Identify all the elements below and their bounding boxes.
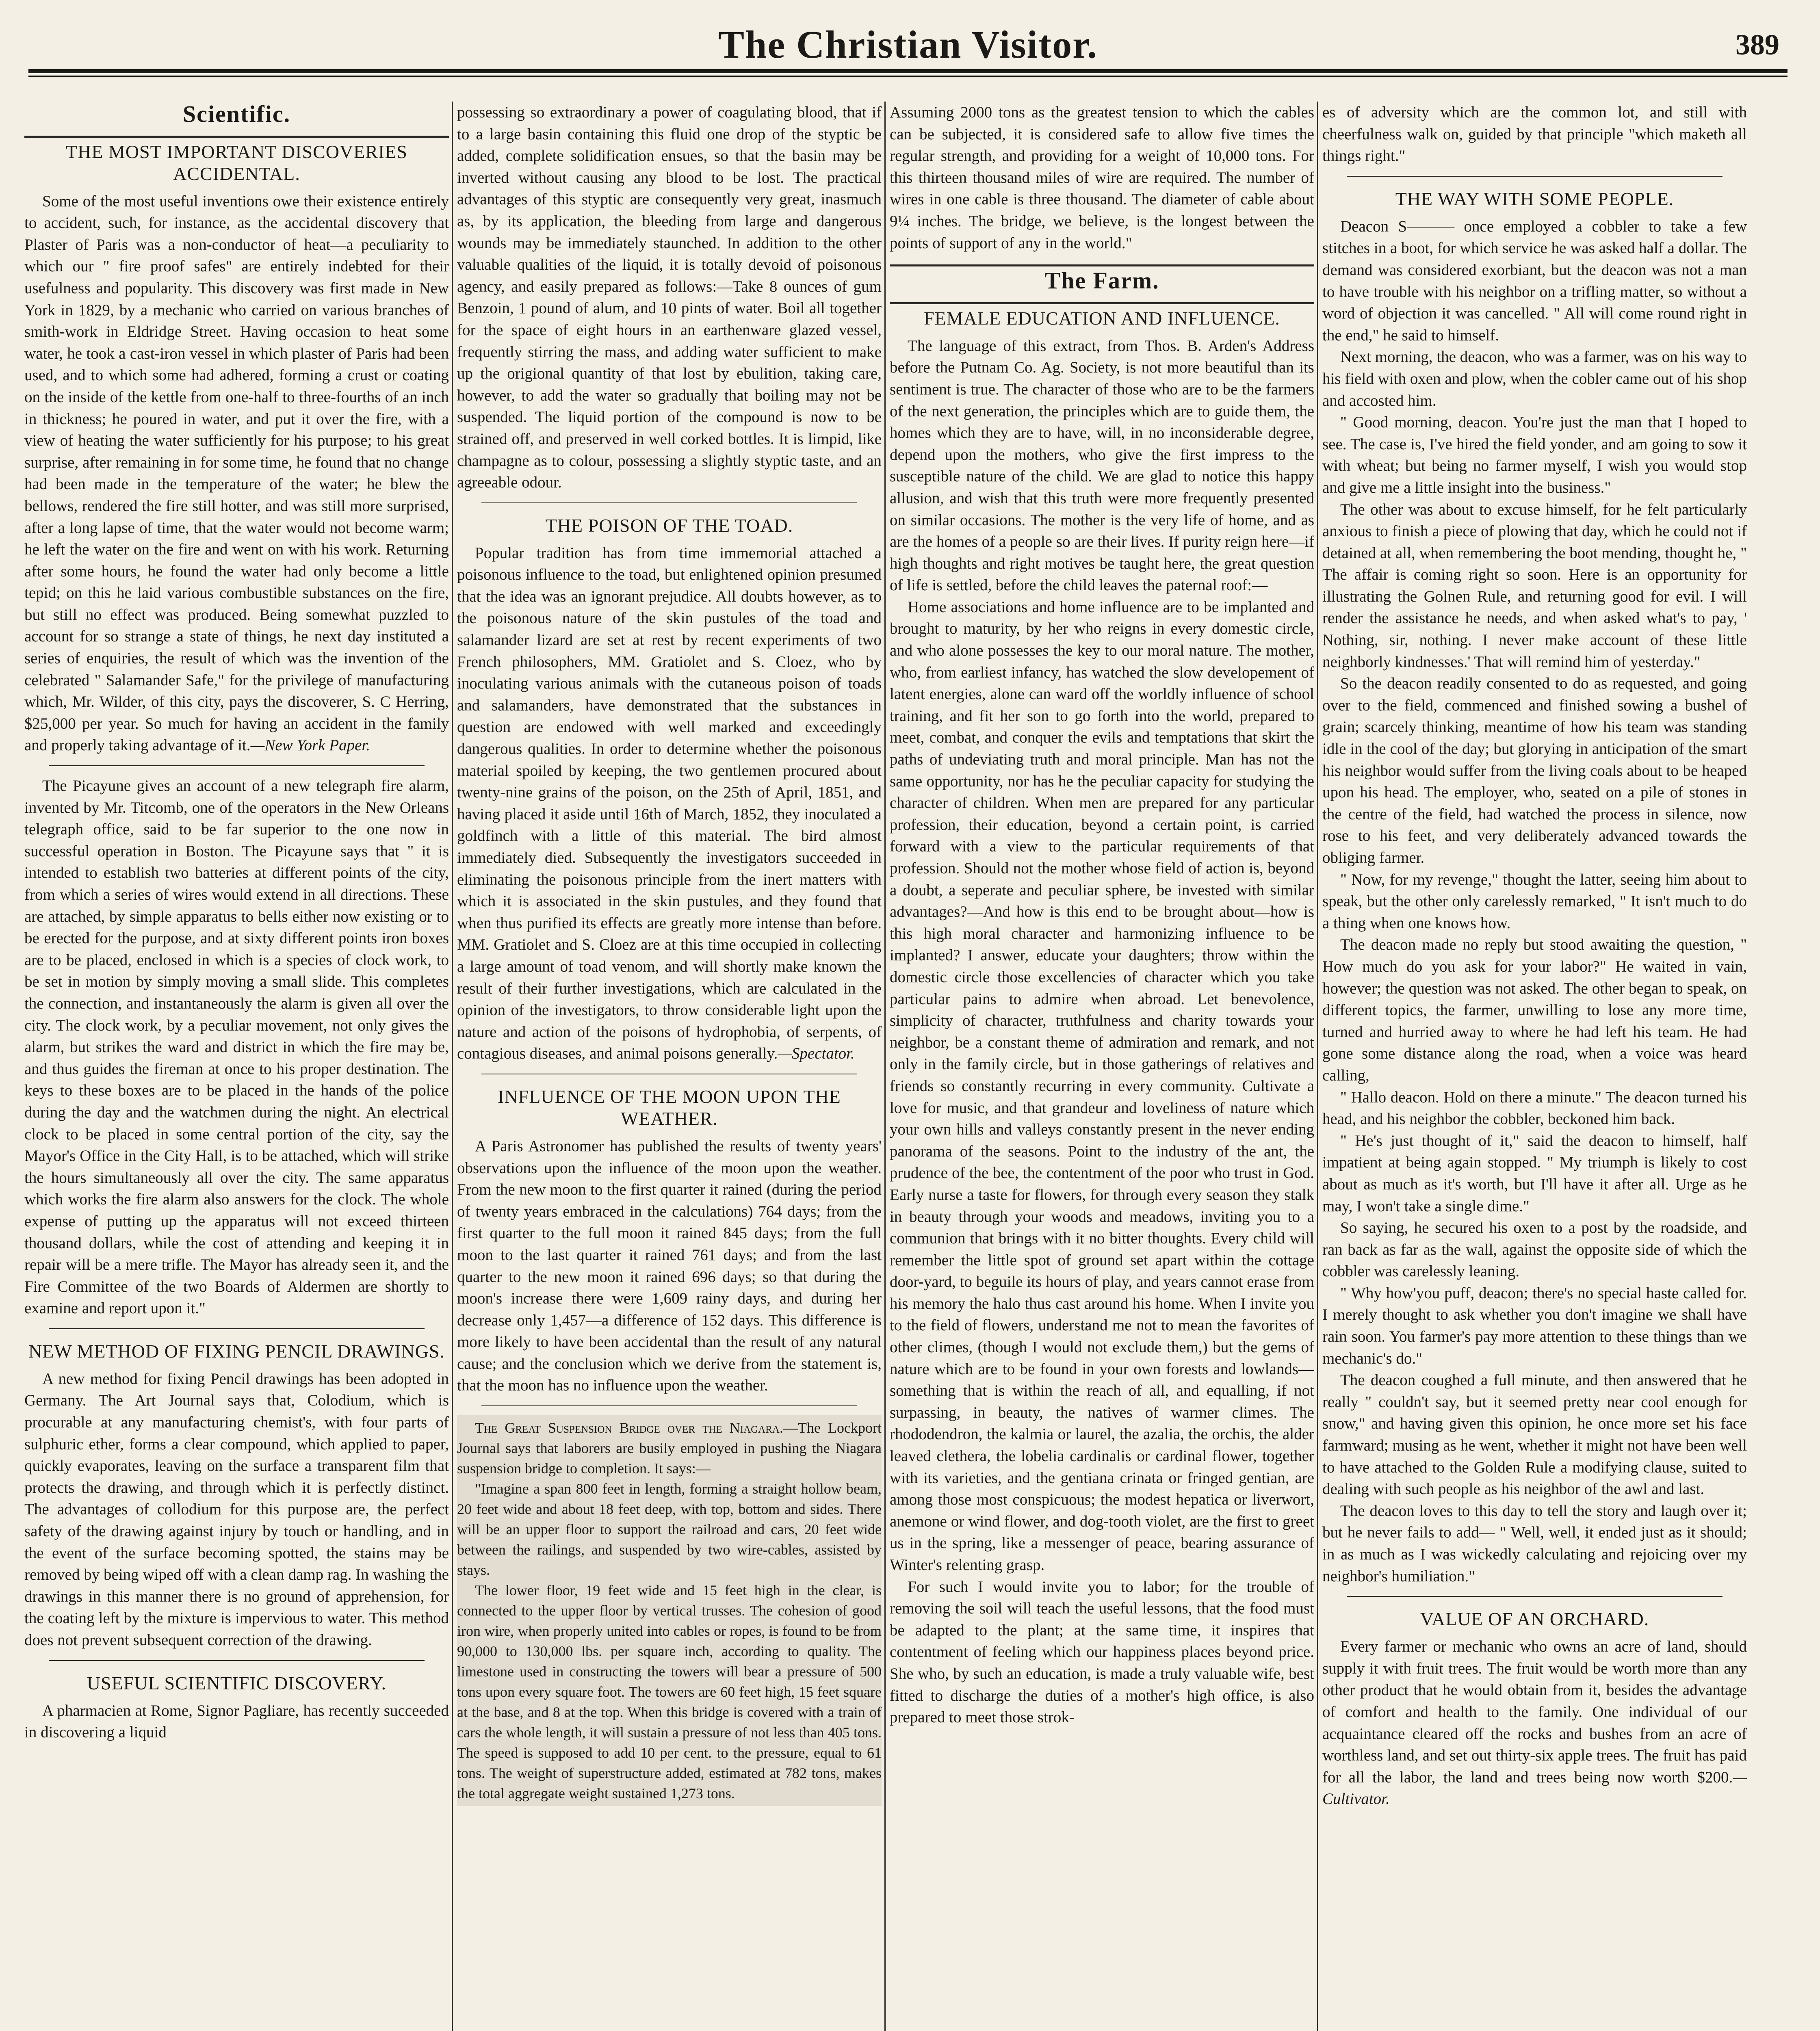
article-paragraph-continued: es of adversity which are the common lot, and still with cheerfulness walk on, guided by that principle "which maketh all things right."	[1322, 104, 1747, 165]
article-paragraph: Home associations and home influence are to be implanted and brought to maturity, by her who reigns in every domestic circle, and who alone possesses the key to our moral nature. The mother, who, from earliest infancy, has watched the slow developement of latent energies, alone can ward off the worldly influence of school training, and fit her son to go forth into the world, prepared to meet, combat, and conquer the evils and temptations that skirt the paths of undeviating truth and moral principle. Man has not the same opportunity, nor has he the peculiar capacity for studying the character of children. When men are prepared for any particular profession, their education, beyond a certain point, is carried forward with a view to the particular requirements of that profession. Should not the mother whose field of action is, beyond a doubt, a seperate and peculiar sphere, be invested with similar advantages?—And how is this end to be brought about—how is this high moral character and harmonizing influence to be implanted? I answer, educate your daughters; throw within the domestic circle those excellencies of character which you take particular pains to admire when abroad. Let benevolence, simplicity of character, truthfulness and charity towards your neighbor, be a constant theme of admiration and remark, and not only in the family circle, but in those gatherings of relatives and friends so constantly recurring in every community. Cultivate a love for music, and that grandeur and loveliness of nature which your own hills and valleys constantly present in the never ending panorama of the seasons. Point to the industry of the ant, the prudence of the bee, the contentment of the poor who trust in God. Early nurse a taste for flowers, for through every season they stalk in beauty through your woods and meadows, inviting you to a communion that brings with it no bitter thoughts. Every child will remember the little spot of ground set apart within the cottage door-yard, to beguile its hours of play, and years cannot erase from his memory the halo thus cast around his home. When I invite you to the field of flowers, understand me not to mean the favorites of other climes, (though I would not exclude them,) but the gems of nature which are to be found in your own forests and lowlands—something that is within the reach of all, and equalling, if not surpassing, in beauty, the natives of warmer climes. The rhododendron, the kalmia or laurel, the azalia, the orchis, the alder leaved clethera, the lobelia cardinalis or cardinal flower, together with its varieties, and the gentiana crinata or fringed gentian, are among those most conspicuous; the modest hepatica or liverwort, anemone or wind flower, and dog-tooth violet, are the first to greet us in the spring, like a messenger of peace, bearing assurance of Winter's relenting grasp.	[890, 598, 1314, 1574]
article-credit: —New York Paper.	[250, 736, 370, 754]
article-rule	[1347, 176, 1722, 177]
article-rule	[49, 765, 425, 766]
article-paragraph: A new method for fixing Pencil drawings has been adopted in Germany. The Art Journal says that, Colodium, which is procurable at any manufacturing chemist's, with four parts of sulphuric ether, forms a clear compound, which applied to paper, quickly evaporates, leaving on the surface a transparent film that protects the drawing, and through which it is perfectly distinct. The advantages of collodium for this purpose are, the perfect safety of the drawing against injury by touch or handling, and in the event of the surface becoming spotted, the stains may be removed by being wiped off with a clean damp rag. In washing the drawings in this manner there is no ground of apprehension, for the coating left by the mixture is impervious to water. This method does not prevent subsequent correction of the drawing.	[24, 1370, 449, 1649]
article-title: USEFUL SCIENTIFIC DISCOVERY.	[87, 1672, 387, 1693]
column-4	[1322, 102, 1747, 2031]
article-paragraph: A pharmacien at Rome, Signor Pagliare, has recently succeeded in discovering a liquid	[24, 1702, 449, 1741]
article-paragraph: The deacon loves to this day to tell the story and laugh over it; but he never fails to add— " Well, well, it ended just as it should; in as much as I was wickedly calculating and rejoicing over my neighbor's humiliation."	[1322, 1502, 1747, 1585]
column-2	[457, 102, 882, 2031]
article-paragraph: " Now, for my revenge," thought the latter, seeing him about to speak, but the other only carelessly remarked, " It isn't much to do a thing when one knows how.	[1322, 870, 1747, 932]
column-1	[24, 102, 449, 2031]
article-paragraph: "Imagine a span 800 feet in length, forming a straight hollow beam, 20 feet wide and about 18 feet deep, with top, bottom and sides. There will be an upper floor to support the railroad and cars, 20 feet wide between the railings, and suspended by two wire-cables, assisted by stays.	[457, 1481, 882, 1578]
article-title: THE WAY WITH SOME PEOPLE.	[1395, 188, 1674, 209]
section-heading-farm: The Farm.	[1044, 267, 1159, 294]
bridge-article	[457, 1415, 882, 1806]
article-rule	[481, 1405, 857, 1406]
article-paragraph: The Picayune gives an account of a new telegraph fire alarm, invented by Mr. Titcomb, one of the operators in the New Orleans telegraph office, said to be far superior to the one now in successful operation in Boston. The Picayune says that " it is intended to establish two batteries at different points of the city, from which a series of wires would extend in all directions. These are attached, by simple apparatus to bells either now existing or to be erected for the purpose, and at sixty different points iron boxes are to be placed, enclosed in which is a species of clock work, to be set in motion by simply moving a small slide. This completes the connection, and instantaneously the alarm is given all over the city. The clock work, by a peculiar movement, not only gives the alarm, but strikes the ward and district in which the fire may be, and thus guides the fireman at once to his proper destination. The keys to these boxes are to be placed in the hands of the police during the day and the watchmen during the night. An electrical clock to be placed in some central portion of the city, say the Mayor's Office in the City Hall, is to be attached, which will strike the hours simultaneously all over the city. The same apparatus which works the fire alarm also answers for the clock. The whole expense of putting up the apparatus will not exceed thirteen thousand dollars, while the cost of attending and keeping it in repair will be a mere trifle. The Mayor has already seen it, and the Fire Committee of the two Boards of Aldermen are shortly to examine and report upon it."	[24, 777, 449, 1317]
article-paragraph: The Great Suspension Bridge over the Niagara.—The Lockport Journal says that laborers are busily employed in pushing the Niagara suspension bridge to completion. It says:—	[457, 1420, 882, 1477]
article-paragraph: For such I would invite you to labor; for the trouble of removing the soil will teach the useful lessons, that the food must be adapted to the plant; at the same time, it inspires that contentment of feeling which our happiness places beyond price. She who, by such an education, is made a truly valuable wife, best fitted to discharge the duties of a mother's high office, is also prepared to meet those strok-	[890, 1578, 1314, 1726]
article-paragraph: The language of this extract, from Thos. B. Arden's Address before the Putnam Co. Ag. Society, is not more beautiful than its sentiment is true. The character of those who are to be the farmers of the next generation, the principles which are to guide them, the homes which they are to have, will, in no inconsiderable degree, depend upon the mothers, who give the first impress to the susceptible nature of the child. We are glad to notice this happy allusion, and wish that this truth were more frequently presented on similar occasions. The mother is the very life of home, and as are the homes of a people so are their lives. If purity reign here—if high thoughts and right motives be taught here, the great question of life is settled, before the child leaves the paternal roof:—	[890, 337, 1314, 594]
column-divider	[1317, 102, 1318, 2031]
article-paragraph: " Good morning, deacon. You're just the man that I hoped to see. The case is, I've hired the field yonder, and am going to sow it with wheat; but being no farmer myself, I wish you would stop and give me a little insight into the business."	[1322, 414, 1747, 496]
article-paragraph: So the deacon readily consented to do as requested, and going over to the field, commenced and finished sowing a bushel of grain; scarcely thinking, meantime of how his team was standing idle in the cool of the day; but glorying in anticipation of the smart his neighbor would suffer from the living coals about to be heaped upon his head. The employer, who, seated on a pile of stones in the centre of the field, had watched the process in silence, now rose to his feet, and very deliberately advanced towards the obliging farmer.	[1322, 675, 1747, 866]
article-title: INFLUENCE OF THE MOON UPON THE WEATHER.	[498, 1086, 841, 1129]
article-paragraph: " Hallo deacon. Hold on there a minute." The deacon turned his head, and his neighbor the cobbler, beckoned him back.	[1322, 1088, 1747, 1128]
article-credit: —Cultivator.	[1322, 1768, 1747, 1808]
article-paragraph: The lower floor, 19 feet wide and 15 feet high in the clear, is connected to the upper floor by vertical trusses. The cohesion of good iron wire, when properly united into cables or ropes, is found to be from 90,000 to 130,000 lbs. per square inch, according to quality. The limestone used in constructing the towers will bear a pressure of 500 tons upon every square foot. The towers are 60 feet high, 15 feet square at the base, and 8 at the top. When this bridge is covered with a train of cars the whole length, it will sustain a pressure of not less than 405 tons. The speed is supposed to add 10 per cent. to the pressure, equal to 61 tons. The weight of superstructure added, estimated at 782 tons, makes the total aggregate weight sustained 1,273 tons.	[457, 1582, 882, 1802]
article-paragraph: The other was about to excuse himself, for he felt particularly anxious to finish a piece of plowing that day, which he could not if detained at all, when remembering the boot mending, thought he, " The affair is coming right so soon. Here is an opportunity for illustrating the Golnen Rule, and returning good for evil. I will render the assistance he needs, and when asked what's to pay, ' Nothing, sir, nothing. I never make account of these little neighborly kindnesses.' That will remind him of yesterday."	[1322, 500, 1747, 671]
article-paragraph-continued: possessing so extraordinary a power of coagulating blood, that if to a large basin containing this fluid one drop of the styptic be added, complete solidification ensues, so that the basin may be inverted without causing any blood to be lost. The practical advantages of this styptic are consequently very great, inasmuch as, by its application, the bleeding from large and dangerous wounds may be immediately staunched. In addition to the other valuable qualities of the liquid, it is totally devoid of poisonous agency, and easily prepared as follows:—Take 8 ounces of gum Benzoin, 1 pound of alum, and 10 pints of water. Boil all together for the space of eight hours in an earthenware glazed vessel, frequently stirring the mass, and adding water sufficient to make up the origional quantity of that lost by ebulition, taking care, however, to add the water so gradually that boiling may not be suspended. The liquid portion of the compound is now to be strained off, and preserved in well corked bottles. It is limpid, like champagne as to colour, possessing a slightly styptic taste, and an agreeable odour.	[457, 104, 882, 492]
article-paragraph: " He's just thought of it," said the deacon to himself, half impatient at being again stopped. " My triumph is likely to cost about as much as it's worth, but I'll have it after all. Urge as he may, I won't take a single dime."	[1322, 1132, 1747, 1215]
section-rule	[890, 264, 1314, 266]
masthead	[28, 16, 1788, 77]
article-credit: —Spectator.	[778, 1045, 855, 1063]
article-paragraph: Deacon S——— once employed a cobbler to take a few stitches in a boot, for which service he was asked half a dollar. The demand was considered exorbiant, but the deacon was not a man to have trouble with his neighbor on a trifling matter, so without a word of objection it was cancelled. " All will come round right in the end," he said to himself.	[1322, 217, 1747, 344]
article-paragraph: Popular tradition has from time immemorial attached a poisonous influence to the toad, but enlightened opinion presumed that the idea was an ignorant prejudice. All doubts however, as to the poisonous nature of the skin pustules of the toad and salamander lizard are set at rest by recent experiments of two French philosophers, MM. Gratiolet and S. Cloez, who by inoculating various animals with the cutaneous poison of toads and salamanders, have demonstrated that the substances in question are endowed with well marked and exceedingly dangerous qualities. In order to determine whether the poisonous material spoiled by keeping, the two gentlemen procured about twenty-nine grains of the poison, on the 25th of April, 1851, and having placed it aside until 16th of March, 1852, they inoculated a goldfinch with a little of this material. The bird almost immediately died. Subsequently the investigators succeeded in eliminating the poisonous principle from the inert matters with which it is associated in the skin pustules, and they found that when thus purified its effects are greatly more intense than before. MM. Gratiolet and S. Cloez are at this time occupied in collecting a large amount of toad venom, and will shortly make known the result of their further investigations, which are calculated in the opinion of the investigators, to throw considerable light upon the nature and action of the poisons of hydrophobia, of serpents, of contagious diseases, and animal poisons generally.—Spectator.	[457, 544, 882, 1063]
page-number: 389	[1736, 28, 1779, 61]
section-heading-scientific: Scientific.	[182, 102, 291, 127]
article-paragraph: Some of the most useful inventions owe their existence entirely to accident, such, for instance, as the accidental discovery that Plaster of Paris was a non-conductor of heat—a peculiarity to which our " fire proof safes" are entirely indebted for their usefulness and popularity. This discovery was first made in New York in 1829, by a mechanic who carried on various branches of smith-work in Eldridge Street. Having occasion to heat some water, he took a cast-iron vessel in which plaster of Paris had been used, and to which some had adhered, forming a crust or coating on the inside of the kettle from one-half to three-fourths of an inch in thickness; he poured in water, and put it over the fire, with a view of heating the water sufficiently for his purpose; to his great surprise, after remaining in for some time, he found that no change had been made in the temperature of the water; he blew the bellows, rendered the fire still hotter, and was still more surprised, after a long lapse of time, that the water would not become warm; he left the water on the fire and went on with his work. Returning after some hours, he found the water had only become a little tepid; on this he laid various combustible substances on the fire, but still no effect was produced. Being somewhat puzzled to account for so strange a state of things, he next day instituted a series of enquiries, the result of which was the invention of the celebrated " Salamander Safe," for the privilege of manufacturing which, Mr. Wilder, of this city, pays the discoverer, S. C Herring, $25,000 per year. So much for having an accident in the family and properly taking advantage of it.—New York Paper.	[24, 192, 449, 754]
article-title: THE MOST IMPORTANT DISCOVERIES ACCIDENTAL.	[66, 141, 407, 184]
article-title: VALUE OF AN ORCHARD.	[1420, 1609, 1649, 1630]
article-title: THE POISON OF THE TOAD.	[545, 515, 793, 536]
article-paragraph: Every farmer or mechanic who owns an acre of land, should supply it with fruit trees. The fruit would be worth more than any other product that he would obtain from it, besides the advantage of comfort and health to the family. One individual of our acquaintance cleared off the rocks and bushes from an acre of worthless land, and set out thirty-six apple trees. The fruit has paid for all the labor, the land and trees being now worth $200.—Cultivator.	[1322, 1638, 1747, 1808]
article-paragraph-continued: Assuming 2000 tons as the greatest tension to which the cables can be subjected, it is considered safe to allow five times the regular strength, and providing for a weight of 10,000 tons. For this thirteen thousand miles of wire are required. The number of wires in one cable is three thousand. The diameter of cable about 9¼ inches. The bridge, we believe, is the longest between the points of support of any in the world."	[890, 104, 1314, 252]
masthead-rule	[28, 69, 1788, 73]
article-title: NEW METHOD OF FIXING PENCIL DRAWINGS.	[28, 1340, 445, 1362]
article-rule	[481, 502, 857, 503]
article-paragraph: " Why how'you puff, deacon; there's no special haste called for. I merely thought to ask whether you don't imagine we shall have rain soon. You farmer's pay more attention to these things than we mechanic's do."	[1322, 1284, 1747, 1367]
article-paragraph: A Paris Astronomer has published the results of twenty years' observations upon the influence of the moon upon the weather. From the new moon to the first quarter it rained (during the period of twenty years embraced in the calculations) 764 days; from the first quarter to the full moon it rained 845 days; from the full moon to the last quarter it rained 761 days; and from the last quarter to the new moon it rained 696 days; so that during the moon's increase there were 1,609 rainy days, and during her decrease only 1,457—a difference of 152 days. This difference is more likely to have been accidental than the result of any natural cause; and the conclusion which we derive from the statement is, that the moon has no influence upon the weather.	[457, 1137, 882, 1394]
article-title-inline: The Great Suspension Bridge over the Niagara.	[475, 1420, 783, 1436]
article-rule	[1347, 1596, 1722, 1597]
article-paragraph: The deacon coughed a full minute, and then answered that he really " couldn't say, but it seemed pretty near cool enough for snow," and having given this opinion, he once more set his face farmward; musing as he went, whether it might not have been well to have attached to the Golden Rule a modifying clause, suited to dealing with such people as his neighbor of the awl and last.	[1322, 1371, 1747, 1498]
article-title: FEMALE EDUCATION AND INFLUENCE.	[924, 307, 1280, 329]
article-rule	[49, 1660, 425, 1661]
column-divider	[452, 102, 453, 2031]
column-divider	[884, 102, 886, 2031]
section-rule	[24, 136, 449, 138]
article-rule	[49, 1328, 425, 1329]
section-rule	[890, 302, 1314, 304]
newspaper-title: The Christian Visitor.	[718, 23, 1098, 66]
masthead-rule-thin	[28, 76, 1788, 77]
article-paragraph: Next morning, the deacon, who was a farmer, was on his way to his field with oxen and plow, when the cobler came out of his shop and accosted him.	[1322, 348, 1747, 409]
article-paragraph: So saying, he secured his oxen to a post by the roadside, and ran back as far as the wall, against the opposite side of which the cobbler was carelessly leaning.	[1322, 1219, 1747, 1280]
article-paragraph: The deacon made no reply but stood awaiting the question, " How much do you ask for your labor?" He waited in vain, however; the question was not asked. The other began to speak, on different topics, the farmer, unwilling to lose any more time, turned and hurried away to where he had left his team. He had gone some distance along the road, when a voice was heard calling,	[1322, 936, 1747, 1084]
column-3	[890, 102, 1314, 2031]
